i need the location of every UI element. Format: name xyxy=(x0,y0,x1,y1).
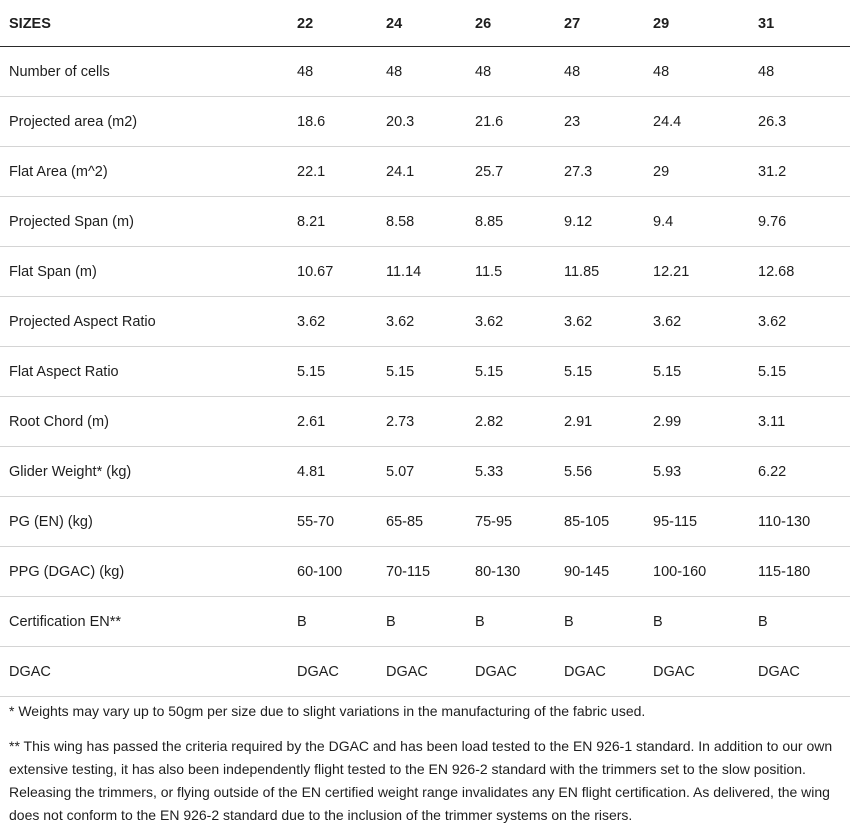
value-cell: 70-115 xyxy=(377,547,466,597)
value-cell: 2.82 xyxy=(466,397,555,447)
row-label-cell: Number of cells xyxy=(0,47,288,97)
row-label-cell: PPG (DGAC) (kg) xyxy=(0,547,288,597)
row-label-cell: DGAC xyxy=(0,647,288,697)
value-cell: 8.21 xyxy=(288,197,377,247)
value-cell: 4.81 xyxy=(288,447,377,497)
value-cell: 65-85 xyxy=(377,497,466,547)
value-cell: 5.33 xyxy=(466,447,555,497)
value-cell: 8.85 xyxy=(466,197,555,247)
table-row xyxy=(0,647,850,697)
row-label-cell: Root Chord (m) xyxy=(0,397,288,447)
value-cell: 12.68 xyxy=(749,247,850,297)
row-label-cell: Flat Aspect Ratio xyxy=(0,347,288,397)
value-cell: 2.73 xyxy=(377,397,466,447)
size-header-cell: 26 xyxy=(466,0,555,47)
value-cell: 100-160 xyxy=(644,547,749,597)
value-cell: B xyxy=(377,597,466,647)
value-cell: 2.91 xyxy=(555,397,644,447)
value-cell: 48 xyxy=(555,47,644,97)
value-cell: 29 xyxy=(644,147,749,197)
table-row xyxy=(0,397,850,447)
table-row xyxy=(0,247,850,297)
table-row xyxy=(0,297,850,347)
value-cell: 18.6 xyxy=(288,97,377,147)
value-cell: 95-115 xyxy=(644,497,749,547)
certification-footnote: ** This wing has passed the criteria required by the DGAC and has been load tested to the EN 926-1 standard. In addition to our own extensive testing, it has also been independently flight tested to the EN 926-2 standard with the trimmers set to the slow position. Releasing the trimmers, or flying outside of the EN certified weight range invalidates any EN flight certification. As delivered, the wing does not conform to the EN 926-2 standard due to the inclusion of the trimmer systems on the risers. xyxy=(9,738,833,823)
value-cell: 2.99 xyxy=(644,397,749,447)
row-label-cell: PG (EN) (kg) xyxy=(0,497,288,547)
value-cell: DGAC xyxy=(288,647,377,697)
value-cell: 5.15 xyxy=(555,347,644,397)
value-cell: 85-105 xyxy=(555,497,644,547)
value-cell: 48 xyxy=(644,47,749,97)
row-label-cell: Projected Aspect Ratio xyxy=(0,297,288,347)
value-cell: DGAC xyxy=(466,647,555,697)
size-header-cell: 31 xyxy=(749,0,850,47)
value-cell: 9.76 xyxy=(749,197,850,247)
header-row xyxy=(0,0,850,47)
value-cell: 5.07 xyxy=(377,447,466,497)
weight-footnote: * Weights may vary up to 50gm per size due to slight variations in the manufacturing of the fabric used. xyxy=(9,703,646,719)
value-cell: 48 xyxy=(466,47,555,97)
value-cell: 60-100 xyxy=(288,547,377,597)
table-row xyxy=(0,197,850,247)
value-cell: 24.4 xyxy=(644,97,749,147)
value-cell: 3.62 xyxy=(644,297,749,347)
value-cell: 5.15 xyxy=(466,347,555,397)
value-cell: 80-130 xyxy=(466,547,555,597)
size-header-cell: 24 xyxy=(377,0,466,47)
value-cell: 5.15 xyxy=(288,347,377,397)
value-cell: 11.14 xyxy=(377,247,466,297)
value-cell: 25.7 xyxy=(466,147,555,197)
value-cell: 6.22 xyxy=(749,447,850,497)
table-row xyxy=(0,47,850,97)
value-cell: 3.62 xyxy=(466,297,555,347)
value-cell: 9.4 xyxy=(644,197,749,247)
value-cell: B xyxy=(644,597,749,647)
value-cell: 90-145 xyxy=(555,547,644,597)
value-cell: 10.67 xyxy=(288,247,377,297)
table-header xyxy=(0,0,850,47)
value-cell: 9.12 xyxy=(555,197,644,247)
table-body xyxy=(0,47,850,697)
table-row xyxy=(0,547,850,597)
value-cell: 11.85 xyxy=(555,247,644,297)
value-cell: 12.21 xyxy=(644,247,749,297)
value-cell: 5.56 xyxy=(555,447,644,497)
value-cell: 26.3 xyxy=(749,97,850,147)
size-header-cell: 29 xyxy=(644,0,749,47)
value-cell: 11.5 xyxy=(466,247,555,297)
value-cell: 48 xyxy=(749,47,850,97)
value-cell: 24.1 xyxy=(377,147,466,197)
value-cell: 3.11 xyxy=(749,397,850,447)
value-cell: 23 xyxy=(555,97,644,147)
table-row xyxy=(0,447,850,497)
value-cell: DGAC xyxy=(749,647,850,697)
value-cell: 20.3 xyxy=(377,97,466,147)
size-header-cell: 27 xyxy=(555,0,644,47)
footnotes xyxy=(9,700,839,827)
value-cell: 48 xyxy=(288,47,377,97)
value-cell: B xyxy=(555,597,644,647)
value-cell: 21.6 xyxy=(466,97,555,147)
value-cell: 75-95 xyxy=(466,497,555,547)
value-cell: 5.15 xyxy=(644,347,749,397)
value-cell: DGAC xyxy=(555,647,644,697)
row-label-cell: Flat Span (m) xyxy=(0,247,288,297)
value-cell: DGAC xyxy=(644,647,749,697)
value-cell: 31.2 xyxy=(749,147,850,197)
table-row xyxy=(0,597,850,647)
value-cell: 5.15 xyxy=(377,347,466,397)
value-cell: 3.62 xyxy=(555,297,644,347)
value-cell: 115-180 xyxy=(749,547,850,597)
value-cell: 3.62 xyxy=(377,297,466,347)
value-cell: 5.93 xyxy=(644,447,749,497)
row-label-cell: Certification EN** xyxy=(0,597,288,647)
value-cell: 3.62 xyxy=(749,297,850,347)
value-cell: 5.15 xyxy=(749,347,850,397)
row-label-cell: Projected Span (m) xyxy=(0,197,288,247)
value-cell: 22.1 xyxy=(288,147,377,197)
value-cell: B xyxy=(749,597,850,647)
value-cell: 55-70 xyxy=(288,497,377,547)
header-label-cell: SIZES xyxy=(0,0,288,47)
value-cell: B xyxy=(288,597,377,647)
value-cell: 8.58 xyxy=(377,197,466,247)
value-cell: 2.61 xyxy=(288,397,377,447)
table-row xyxy=(0,97,850,147)
row-label-cell: Projected area (m2) xyxy=(0,97,288,147)
table-row xyxy=(0,147,850,197)
size-header-cell: 22 xyxy=(288,0,377,47)
value-cell: 27.3 xyxy=(555,147,644,197)
row-label-cell: Glider Weight* (kg) xyxy=(0,447,288,497)
value-cell: DGAC xyxy=(377,647,466,697)
value-cell: 48 xyxy=(377,47,466,97)
value-cell: 110-130 xyxy=(749,497,850,547)
table-row xyxy=(0,347,850,397)
value-cell: B xyxy=(466,597,555,647)
table-row xyxy=(0,497,850,547)
value-cell: 3.62 xyxy=(288,297,377,347)
row-label-cell: Flat Area (m^2) xyxy=(0,147,288,197)
